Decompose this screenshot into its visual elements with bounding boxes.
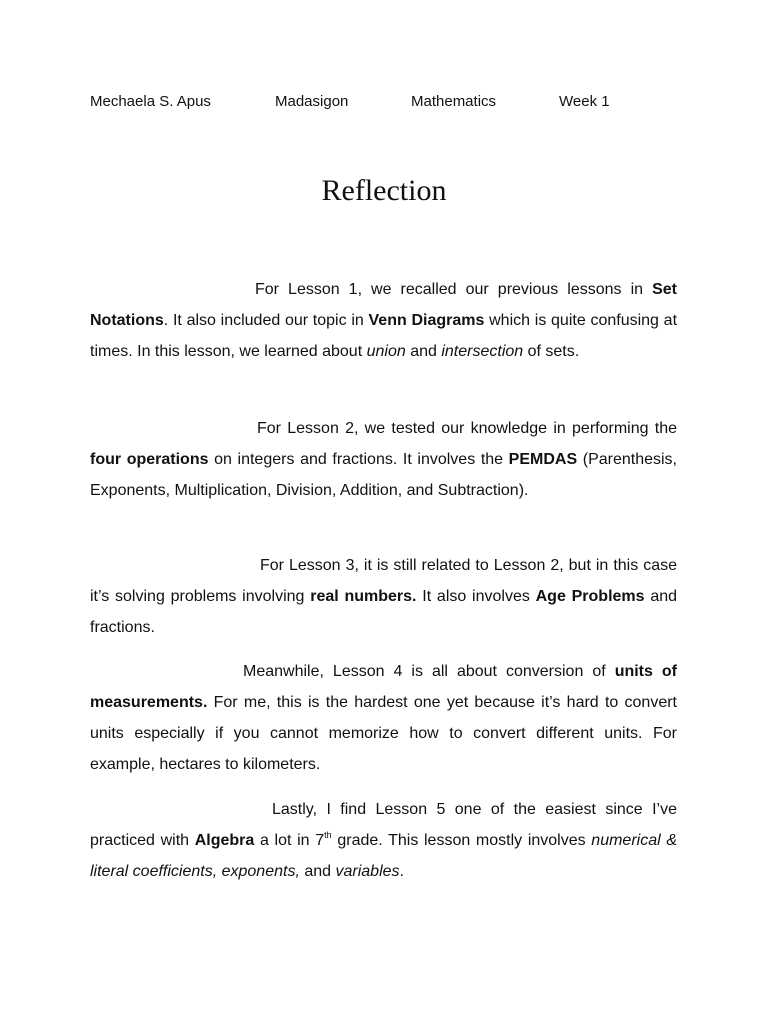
- paragraph-text: .: [399, 863, 404, 880]
- paragraph-lesson-5: [90, 794, 677, 887]
- paragraph-text: . It also included our topic in: [163, 312, 369, 329]
- paragraph-text: Meanwhile, Lesson 4 is all about conversion of: [243, 663, 615, 680]
- bold-term: PEMDAS: [508, 451, 578, 468]
- paragraph-text: (Parenthesis, Exponents, Multiplication, Division, Addition, and Subtraction).: [90, 451, 678, 499]
- bold-term: real numbers.: [310, 588, 417, 605]
- paragraph-text: For Lesson 3, it is still related to Lesson 2, but in this case it’s solving problems involving: [90, 557, 677, 605]
- paragraph-text: For Lesson 1, we recalled our previous lessons in: [255, 281, 653, 298]
- paragraph-lesson-2: [90, 413, 677, 506]
- ordinal-superscript: th: [324, 829, 332, 840]
- paragraph-text: of sets.: [523, 343, 580, 360]
- header-week: Week 1: [559, 93, 610, 110]
- paragraph-lesson-4: [90, 656, 677, 780]
- header-student-name: Mechaela S. Apus: [90, 93, 211, 110]
- paragraph-text: and: [299, 863, 336, 880]
- paragraph-text: For Lesson 2, we tested our knowledge in performing the: [257, 420, 677, 437]
- paragraph-text: Lastly, I find Lesson 5 one of the easiest since I’ve practiced with: [90, 801, 677, 849]
- bold-term: units of measurements.: [90, 663, 677, 711]
- bold-term: Algebra: [194, 832, 255, 849]
- italic-term: variables: [335, 863, 400, 880]
- paragraph-text: and: [405, 343, 442, 360]
- paragraph-text: It also involves: [416, 588, 536, 605]
- italic-term: numerical & literal coefficients, exponents,: [90, 832, 678, 880]
- bold-term: Venn Diagrams: [368, 312, 485, 329]
- italic-term: intersection: [441, 343, 524, 360]
- bold-term: four operations: [90, 451, 209, 468]
- header-subject: Mathematics: [411, 93, 497, 110]
- bold-term: Age Problems: [535, 588, 645, 605]
- paragraph-lesson-3: [90, 550, 677, 643]
- paragraph-text: which is quite confusing at times. In this lesson, we learned about: [90, 312, 678, 360]
- paragraph-text: For me, this is the hardest one yet because it’s hard to convert units especially if you cannot memorize how to convert different units. For example, hectares to kilometers.: [90, 694, 677, 773]
- header-school: Madasigon: [275, 93, 349, 110]
- paragraph-text: grade. This lesson mostly involves: [331, 832, 592, 849]
- document-title: Reflection: [321, 174, 447, 207]
- paragraph-text: and fractions.: [90, 588, 678, 636]
- paragraph-text: a lot in 7: [254, 832, 325, 849]
- bold-term: Set Notations: [90, 281, 677, 329]
- italic-term: union: [366, 343, 406, 360]
- paragraph-text: on integers and fractions. It involves the: [208, 451, 509, 468]
- paragraph-lesson-1: [90, 274, 677, 367]
